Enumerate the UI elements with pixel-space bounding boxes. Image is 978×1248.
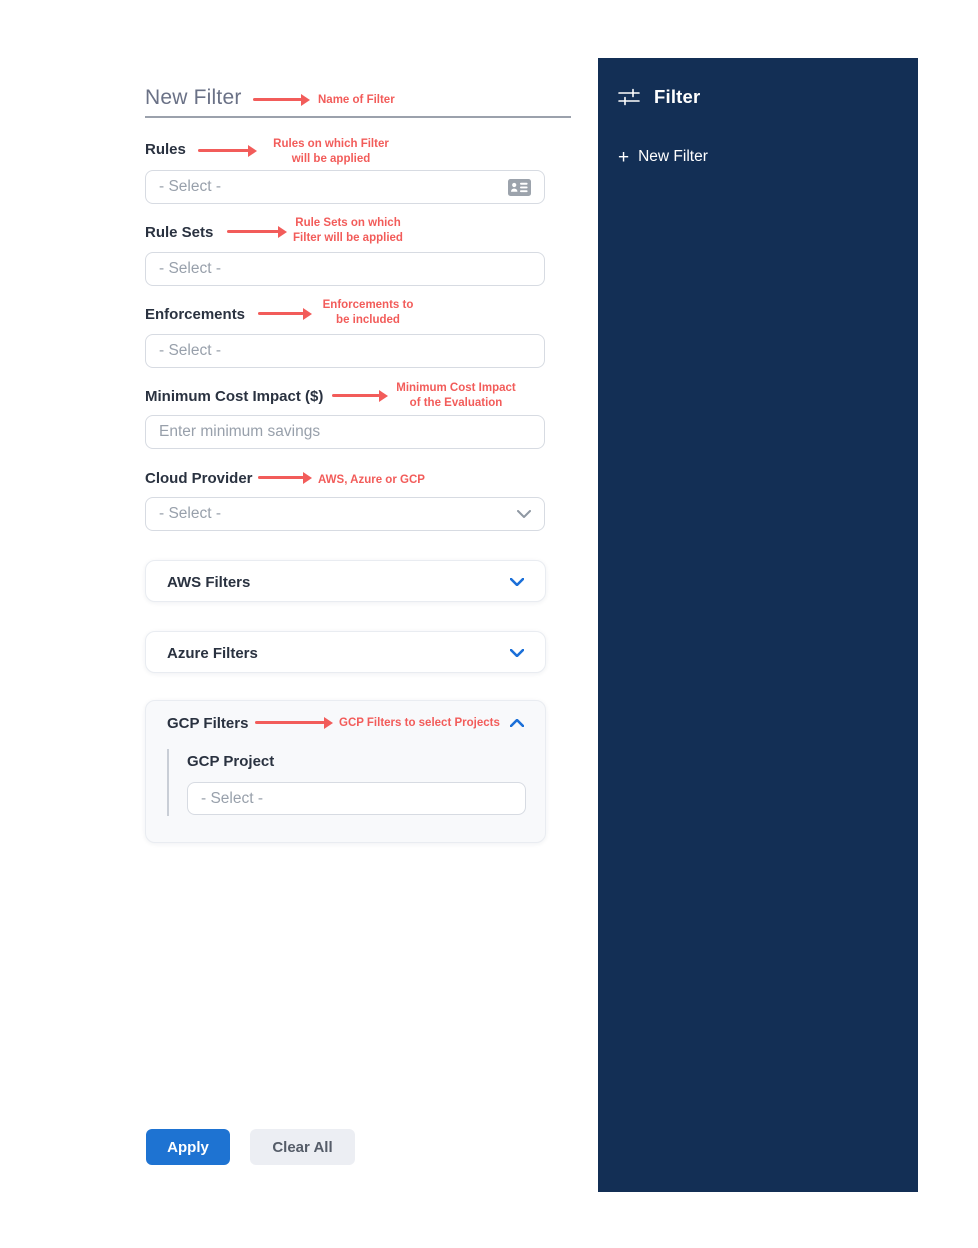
rule-sets-select-placeholder: - Select - (159, 260, 222, 277)
apply-button[interactable]: Apply (146, 1129, 230, 1165)
annotation-rule-sets (287, 216, 409, 245)
annotation-min-cost (390, 381, 522, 410)
new-filter-button[interactable] (618, 148, 918, 166)
chevron-down-icon (517, 510, 531, 518)
rules-select-placeholder: - Select - (159, 178, 222, 195)
gcp-filters-card (145, 700, 546, 843)
rule-sets-label: Rule Sets (145, 224, 214, 241)
chevron-up-icon (510, 719, 524, 727)
annotation-arrow-rules (198, 149, 249, 152)
annotation-min-cost-line1: Minimum Cost Impact (396, 382, 516, 394)
annotation-arrow-rule-sets (227, 230, 279, 233)
annotation-arrow-gcp (255, 721, 325, 724)
new-filter-label: New Filter (638, 148, 708, 165)
adjustments-icon (618, 87, 640, 107)
filter-sidebar (598, 58, 918, 1192)
cloud-provider-select[interactable] (145, 497, 545, 531)
page-title: New Filter (145, 86, 242, 109)
annotation-arrow-title (253, 98, 302, 101)
azure-filters-card (145, 631, 546, 673)
annotation-cloud-provider-line1: AWS, Azure or GCP (318, 474, 425, 486)
contact-card-icon (508, 179, 531, 196)
annotation-arrow-enforcements (258, 312, 304, 315)
annotation-enforcements-line1: Enforcements to (322, 299, 414, 311)
enforcements-select-placeholder: - Select - (159, 342, 222, 359)
aws-filters-toggle[interactable] (146, 561, 545, 603)
annotation-arrow-cloud-provider (258, 476, 304, 479)
cloud-provider-label: Cloud Provider (145, 470, 253, 487)
clear-all-button[interactable]: Clear All (250, 1129, 355, 1165)
chevron-down-icon (510, 578, 524, 586)
gcp-project-select-placeholder: - Select - (201, 789, 264, 807)
annotation-rules (266, 137, 396, 166)
minimum-cost-impact-label: Minimum Cost Impact ($) (145, 388, 324, 405)
plus-icon: + (618, 146, 630, 168)
gcp-project-label: GCP Project (187, 753, 275, 770)
enforcements-label: Enforcements (145, 306, 246, 323)
aws-filters-card (145, 560, 546, 602)
cloud-provider-select-placeholder: - Select - (159, 505, 222, 522)
title-divider (145, 116, 571, 118)
annotation-rule-sets-line2: Filter will be applied (293, 231, 403, 244)
gcp-indent-line (167, 749, 169, 816)
annotation-name-of-filter: Name of Filter (318, 94, 395, 106)
annotation-rules-line1: Rules on which Filter (273, 138, 389, 150)
annotation-cloud-provider (318, 473, 425, 488)
sidebar-header (598, 58, 918, 108)
azure-filters-toggle[interactable] (146, 632, 545, 674)
annotation-arrow-min-cost (332, 394, 380, 397)
annotation-rules-line2: will be applied (291, 152, 371, 165)
minimum-savings-input[interactable] (145, 415, 545, 449)
azure-filters-label: Azure Filters (167, 644, 258, 662)
rule-sets-select[interactable] (145, 252, 545, 286)
sidebar-title: Filter (654, 86, 701, 107)
aws-filters-label: AWS Filters (167, 573, 251, 591)
enforcements-select[interactable] (145, 334, 545, 368)
annotation-gcp: GCP Filters to select Projects (339, 717, 500, 729)
annotation-enforcements-line2: be included (336, 313, 400, 326)
annotation-rule-sets-line1: Rule Sets on which (295, 217, 401, 229)
rules-select[interactable] (145, 170, 545, 204)
rules-label: Rules (145, 141, 186, 158)
chevron-down-icon (510, 649, 524, 657)
gcp-project-select[interactable] (187, 782, 526, 815)
gcp-filters-label: GCP Filters (167, 714, 249, 732)
annotation-min-cost-line2: of the Evaluation (409, 396, 503, 409)
annotation-enforcements (309, 298, 427, 327)
